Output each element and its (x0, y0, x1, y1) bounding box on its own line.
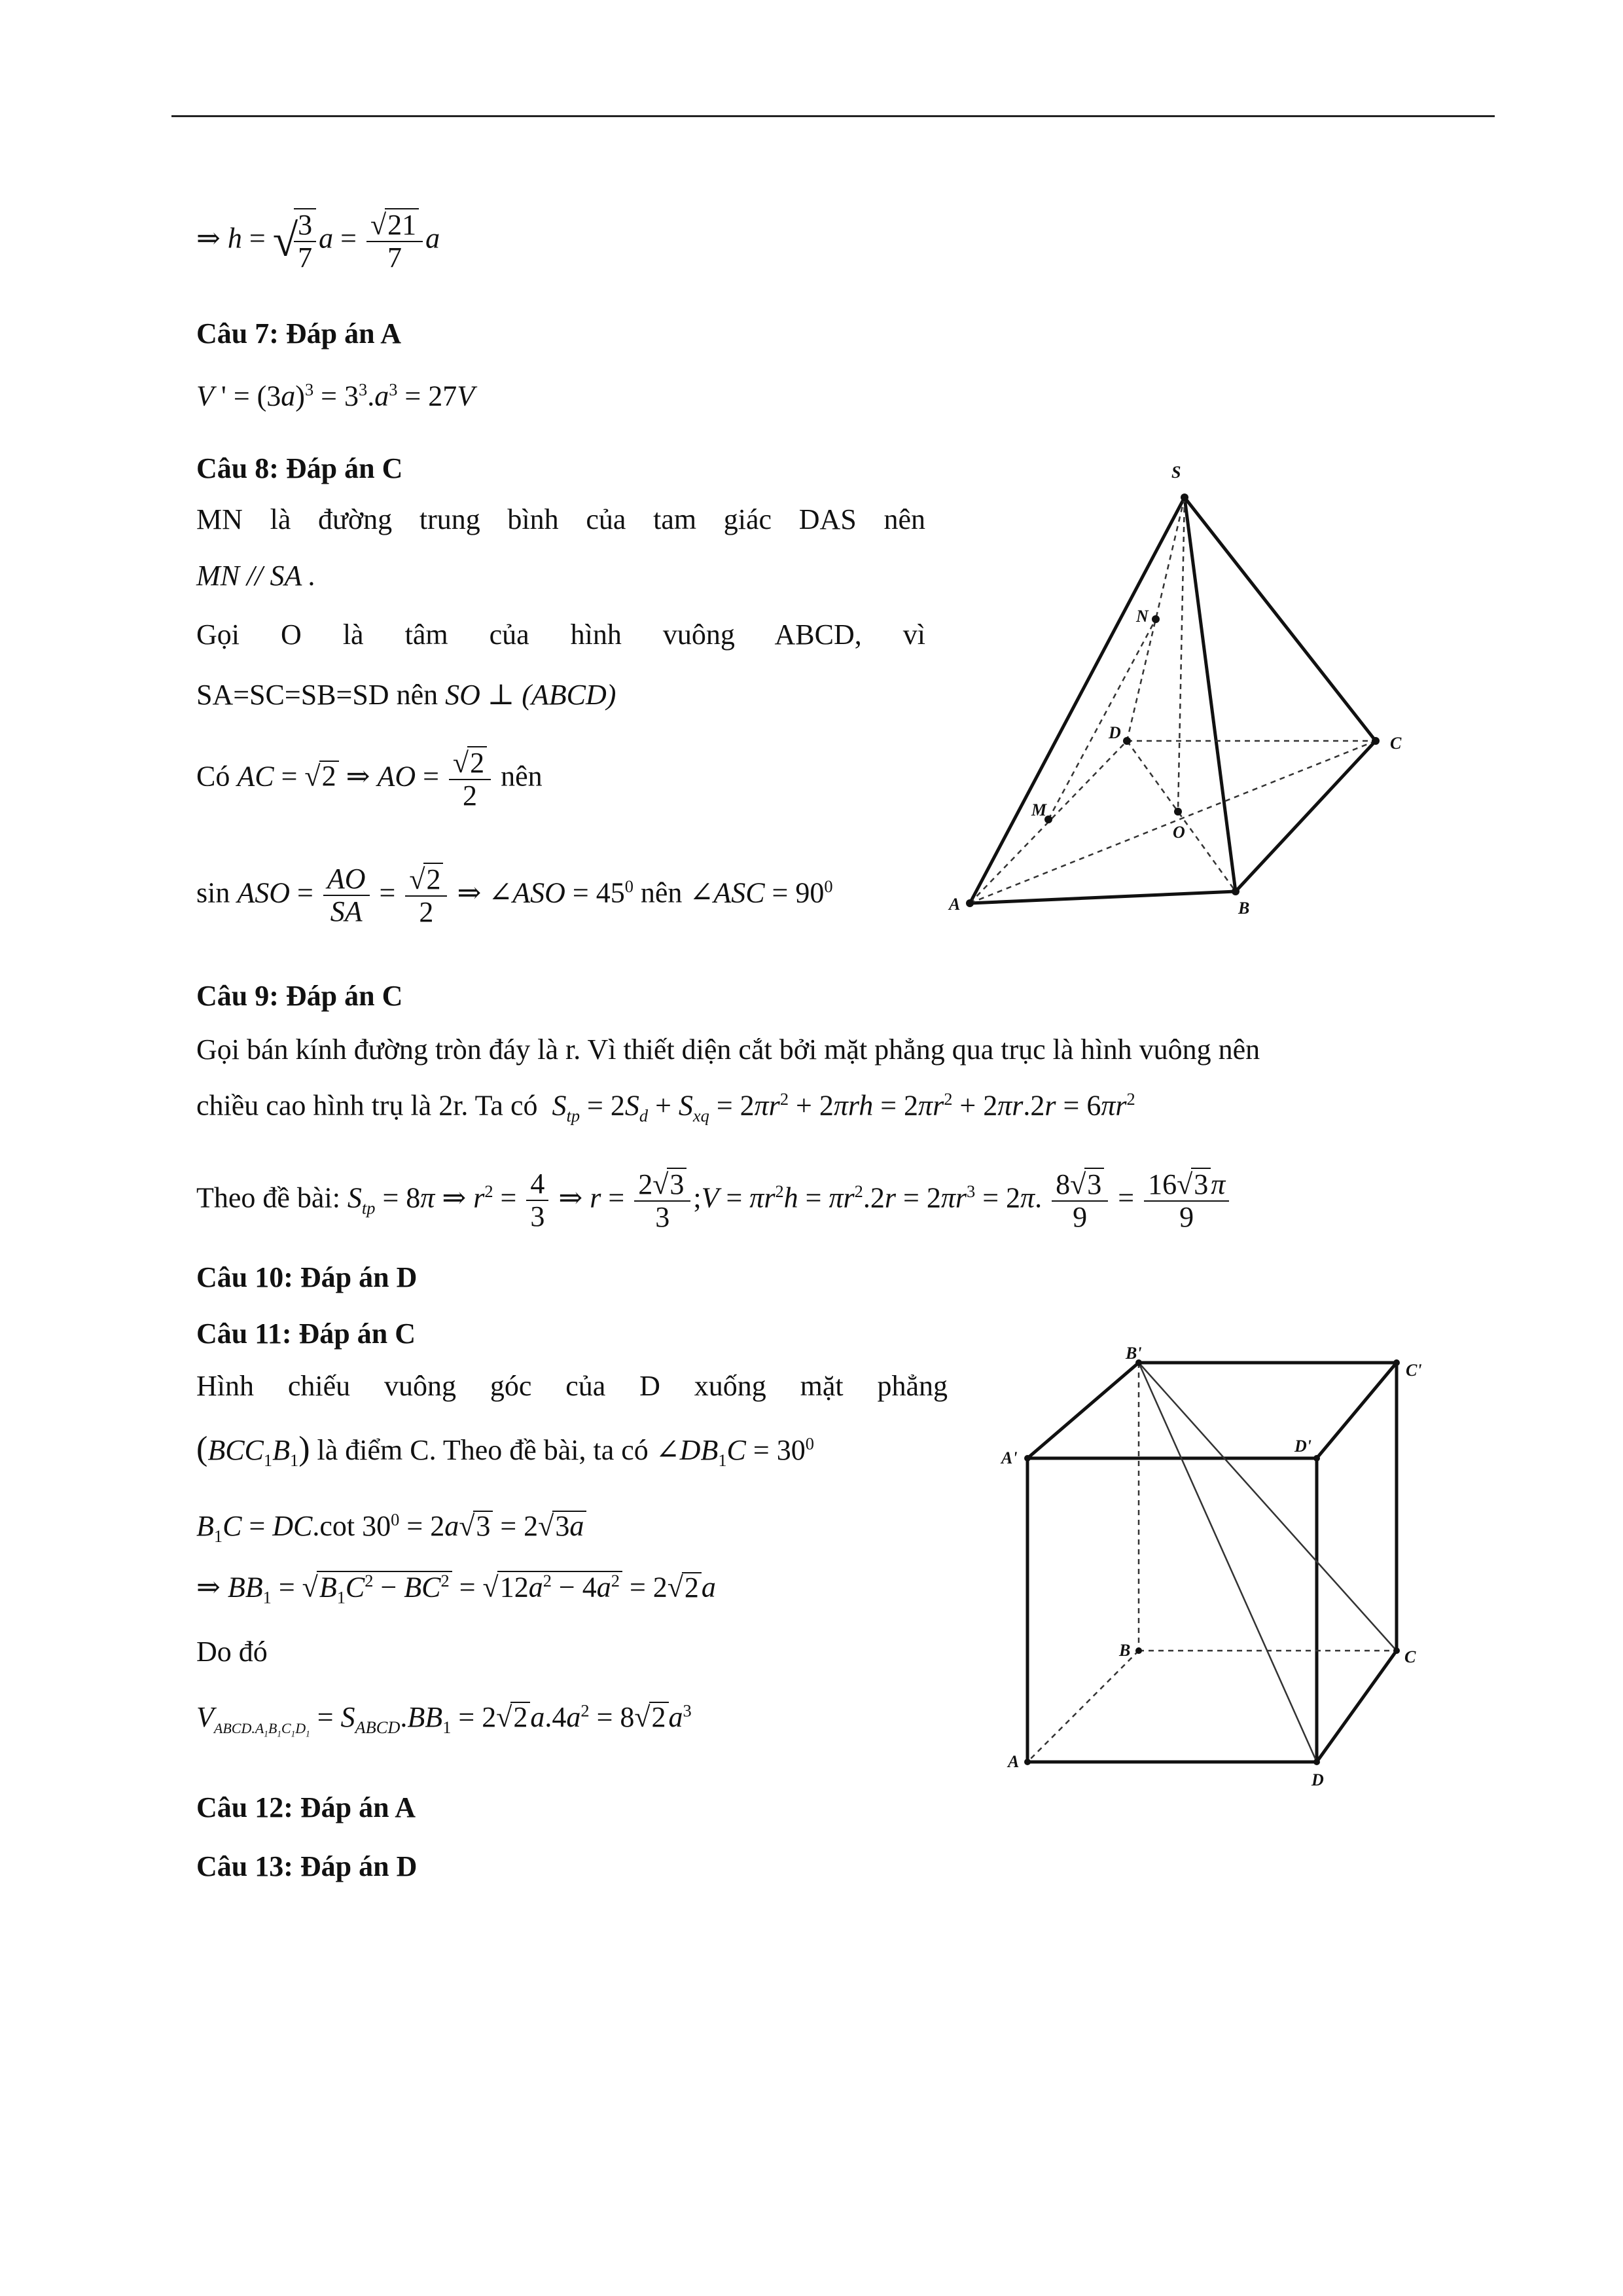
q8-line4-text: SA=SC=SB=SD nên (196, 679, 438, 711)
pyramid-label-n: N (1136, 607, 1149, 626)
header-rule (171, 115, 1495, 117)
cube-label-c: C (1404, 1647, 1416, 1666)
q8-line1: MN là đường trung bình của tam giác DAS nên (196, 503, 925, 535)
cube-label-c1: C' (1406, 1361, 1422, 1380)
q10-title: Câu 10: Đáp án D (196, 1261, 418, 1293)
q8-nen-word-2: nên (640, 876, 683, 909)
q11-line2-text: là điểm C. Theo đề bài, ta có (317, 1434, 649, 1466)
q11-line2: $(BCC_1B_1)$ là điểm C. Theo đề bài, ta có $\angle DB_1C = 30^0$ (196, 1430, 814, 1470)
q8-line2: MN // SA . (196, 560, 316, 592)
cube-figure (982, 1344, 1440, 1789)
q9-line3: Theo đề bài: $S_{tp} = 8\pi$ ⇒ $r^2$ = $\frac{4}{3}$ ⇒ r = $\frac{2√3}{3}$ ;V = $\pi r^2h = \pi r^2.2r = 2\pi r^3 = 2\pi$. $\frac{8√3}{9}$ = $\frac{16√3\pi}{9}$ (196, 1168, 1232, 1234)
q8-co-word: Có (196, 760, 230, 793)
q11-line4: ⇒ $BB_1 = √B_1C^2 - BC^2 = √12a^2 - 4a^2 = 2√2a$ (196, 1571, 716, 1607)
pyramid-label-s: S (1171, 463, 1181, 482)
pyramid-label-c: C (1390, 734, 1402, 753)
cube-label-a: A (1008, 1752, 1020, 1771)
q8-line4 (196, 681, 616, 709)
pyramid-label-o: O (1173, 823, 1185, 842)
q9-line1: Gọi bán kính đường tròn đáy là r. Vì thiết diện cắt bởi mặt phẳng qua trục là hình vuông nên (196, 1033, 1260, 1066)
q8-title: Câu 8: Đáp án C (196, 452, 403, 484)
cube-label-d: D (1311, 1770, 1324, 1789)
q11-line6: $V_{ABCD.A_1B_1C_1D_1} = S_{ABCD}.BB_1 = 2√2a.4a^2 = 8√2a^3$ (196, 1700, 692, 1739)
q11-line3: $B_1C = DC.\cot$ $30^0 = 2a√3 = 2√3a$ (196, 1511, 586, 1545)
q9-line2-text: chiều cao hình trụ là 2r. Ta có (196, 1089, 538, 1122)
q13-title: Câu 13: Đáp án D (196, 1850, 418, 1882)
pyramid-figure (942, 458, 1420, 929)
q8-line3: Gọi O là tâm của hình vuông ABCD, vì (196, 619, 925, 651)
q8-line6: sin ASO = $\frac{AO}{SA}$ = $\frac{√2}{2}$ ⇒ ∠ASO = $45^0$ nên ∠ASC = $90^0$ (196, 863, 833, 929)
q7-title: Câu 7: Đáp án A (196, 317, 401, 350)
q8-nen-word-1: nên (501, 760, 543, 793)
cube-label-d1: D' (1294, 1437, 1311, 1456)
q9-line2: chiều cao hình trụ là 2r. Ta có $S_{tp} = 2S_d + S_{xq} = 2\pi r^2 + 2\pi rh = 2\pi r^2 + 2\pi r.2r = 6\pi r^2$ (196, 1089, 1135, 1126)
cube-label-a1: A' (1001, 1448, 1018, 1467)
q9-title: Câu 9: Đáp án C (196, 980, 403, 1012)
q8-line4-math: SO ⊥ (ABCD) (445, 679, 616, 711)
pyramid-label-d: D (1109, 723, 1121, 742)
pyramid-label-m: M (1031, 800, 1047, 819)
pyramid-label-b: B (1238, 899, 1250, 918)
q12-title: Câu 12: Đáp án A (196, 1791, 416, 1823)
q11-title: Câu 11: Đáp án C (196, 1318, 416, 1350)
q11-line1: Hình chiếu vuông góc của D xuống mặt phẳng (196, 1370, 948, 1402)
q9-line3-text: Theo đề bài: (196, 1181, 340, 1214)
pyramid-label-a: A (949, 895, 961, 914)
cube-label-b: B (1119, 1641, 1131, 1660)
h-formula: ⇒ h = √ $\frac{3}{7}$ a = $\frac{√21}{7}$ a (196, 209, 440, 274)
q8-line5: Có AC = √2 ⇒ AO = $\frac{√2}{2}$ nên (196, 747, 543, 812)
cube-label-b1: B' (1126, 1344, 1142, 1363)
q11-line5: Do đó (196, 1636, 268, 1668)
q7-formula: V ' = $(3a)^3 = 3^3.a^3 = 27V$ (196, 380, 475, 412)
